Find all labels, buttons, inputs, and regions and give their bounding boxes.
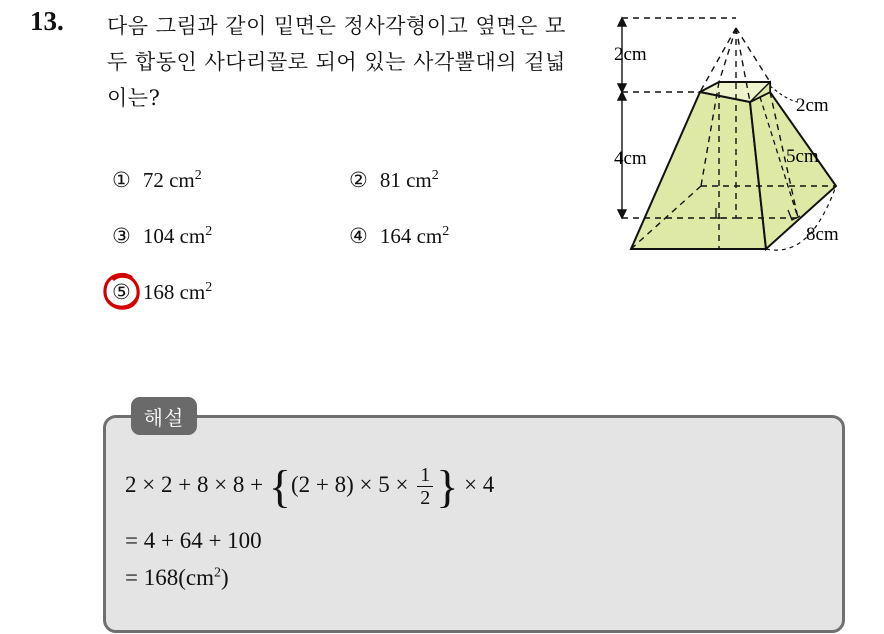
question-number: 13. [30, 6, 64, 36]
line1-inner: (2 + 8) × 5 × [290, 471, 415, 497]
choice-1[interactable] [112, 168, 202, 193]
choice-mark: ⑤ [112, 280, 131, 304]
choice-unit: cm [416, 224, 443, 248]
choice-unit: cm [179, 280, 206, 304]
choice-2[interactable] [349, 168, 439, 193]
choice-3[interactable] [112, 224, 212, 249]
choice-exponent: 2 [442, 224, 450, 239]
solution-tab: 해설 [131, 397, 197, 435]
choice-unit: cm [179, 224, 206, 248]
choice-mark: ④ [349, 224, 368, 248]
line1-prefix: 2 × 2 + 8 × 8 + [125, 471, 269, 497]
frustum-figure [600, 10, 880, 270]
choice-value: 104 [142, 224, 175, 248]
choice-exponent: 2 [205, 280, 213, 295]
answer-circle-mark [101, 271, 142, 312]
choice-unit: cm [406, 168, 432, 192]
choice-value: 81 [379, 168, 401, 192]
choice-mark: ③ [112, 224, 131, 248]
choice-exponent: 2 [205, 224, 213, 239]
line1-suffix: × 4 [458, 471, 495, 497]
line3-suffix: ) [221, 565, 229, 590]
solution-line-1 [125, 460, 494, 513]
choice-value: 164 [379, 224, 412, 248]
choice-exponent: 2 [431, 168, 439, 183]
choice-value: 168 [142, 280, 175, 304]
bottom-edge-label: 8cm [806, 224, 839, 245]
line3-unit: cm [185, 565, 214, 590]
slant-height-label: 5cm [786, 146, 819, 167]
line3-prefix: = 168( [125, 565, 186, 590]
front-face [631, 92, 766, 249]
solution-line-2: = 4 + 64 + 100 [125, 528, 262, 553]
right-brace: } [436, 461, 459, 512]
choice-mark: ① [112, 168, 131, 192]
question-text: 다음 그림과 같이 밑면은 정사각형이고 옆면은 모두 합동인 사다리꼴로 되어 있는 사각뿔대의 겉넓이는? [107, 14, 566, 110]
top-edge-label: 2cm [796, 95, 829, 116]
solution-line-3 [125, 565, 229, 591]
apex-height-label: 2cm [614, 44, 647, 65]
frustum-height-label: 4cm [614, 148, 647, 169]
fraction-denominator: 2 [420, 487, 431, 509]
left-brace: { [268, 461, 291, 512]
choice-4[interactable] [349, 224, 449, 249]
fraction [417, 464, 433, 509]
line3-exponent: 2 [214, 565, 221, 581]
choice-exponent: 2 [194, 168, 202, 183]
choice-unit: cm [169, 168, 195, 192]
solution-box [103, 415, 845, 633]
choice-mark: ② [349, 168, 368, 192]
fraction-numerator: 1 [420, 464, 431, 486]
choice-value: 72 [142, 168, 164, 192]
